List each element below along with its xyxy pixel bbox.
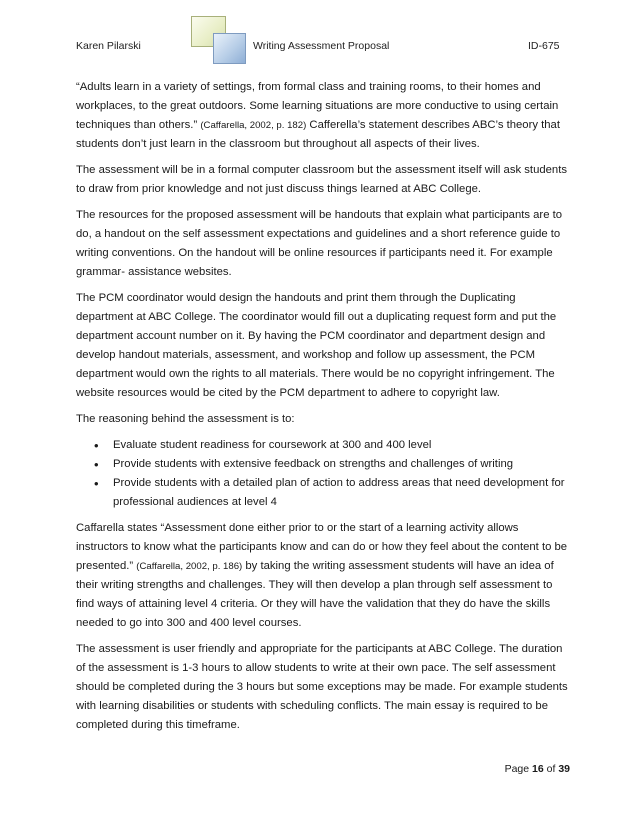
list-item: • Provide students with a detailed plan of action to address areas that need development for professional audiences at level 4 — [113, 474, 568, 512]
reasons-list — [76, 436, 568, 512]
page-label: Page — [504, 763, 530, 775]
paragraph-6-text-a: Caffarella states “Assessment done either prior to or the start of a learning activity allows instructors to know what the participants know and can do or how they feel about the content to be presented.” — [76, 522, 568, 572]
paragraph-5: The reasoning behind the assessment is to: — [76, 413, 295, 425]
paragraph-7: The assessment is user friendly and appropriate for the participants at ABC College. The duration of the assessment is 1-3 hours to allow students to write at their own pace. The self assessment should be completed during the 3 hours but some exceptions may be made. For example students with learning disabilities or students with scheduling conflicts. The main essay is required to be completed during this timeframe. — [76, 643, 568, 731]
header-title: Writing Assessment Proposal — [253, 40, 390, 52]
citation-1: (Caffarella, 2002, p. 182) — [200, 120, 307, 131]
list-item: • Provide students with extensive feedback on strengths and challenges of writing — [113, 455, 568, 474]
list-item: • Evaluate student readiness for coursework at 300 and 400 level — [113, 436, 568, 455]
paragraph-2: The assessment will be in a formal computer classroom but the assessment itself will ask students to draw from prior knowledge and not just discuss things learned at ABC College. — [76, 164, 567, 195]
logo-square-blue — [213, 33, 246, 64]
paragraph-6-text-b: by taking the writing assessment students will have an idea of their writing strengths and challenges. They will then develop a plan through self assessment to find ways of attaining level 4 criteria. Or they will have the validation that they do have the skills needed to go into 300 and 400 level courses. — [76, 560, 554, 629]
paragraph-1 — [76, 78, 568, 154]
citation-2: (Caffarella, 2002, p. 186) — [136, 561, 243, 572]
document-body — [76, 78, 568, 742]
header-logo — [191, 16, 247, 64]
paragraph-1-text-a: “Adults learn in a variety of settings, from formal class and training rooms, to their homes and workplaces, to the great outdoors. Some learning situations are more conductive to using certain techniques than others.” — [76, 81, 559, 131]
page-number: 16 — [532, 763, 544, 775]
paragraph-1-text-b: Cafferella’s statement describes ABC’s theory that students don’t just learn in the classroom but throughout all aspects of their lives. — [76, 119, 560, 150]
paragraph-4: The PCM coordinator would design the handouts and print them through the Duplicating department at ABC College. The coordinator would fill out a duplicating request form and put the department account number on it. By having the PCM coordinator and department design and develop handout materials, assessment, and workshop and follow up assessment, the PCM department would own the rights to all materials. There would be no copyright infringement. The website resources would be cited by the PCM department to adhere to copyright law. — [76, 292, 557, 399]
header-author: Karen Pilarski — [76, 40, 141, 52]
of-label: of — [546, 763, 556, 775]
paragraph-3: The resources for the proposed assessment will be handouts that explain what participants are to do, a handout on the self assessment expectations and guidelines and a short reference guide to writing conventions. On the handout will be online resources if participants need it. For example grammar- assistance websites. — [76, 209, 563, 278]
paragraph-6 — [76, 519, 568, 633]
page-total: 39 — [558, 763, 570, 775]
header-id: ID-675 — [528, 40, 560, 52]
page-footer — [466, 763, 570, 775]
